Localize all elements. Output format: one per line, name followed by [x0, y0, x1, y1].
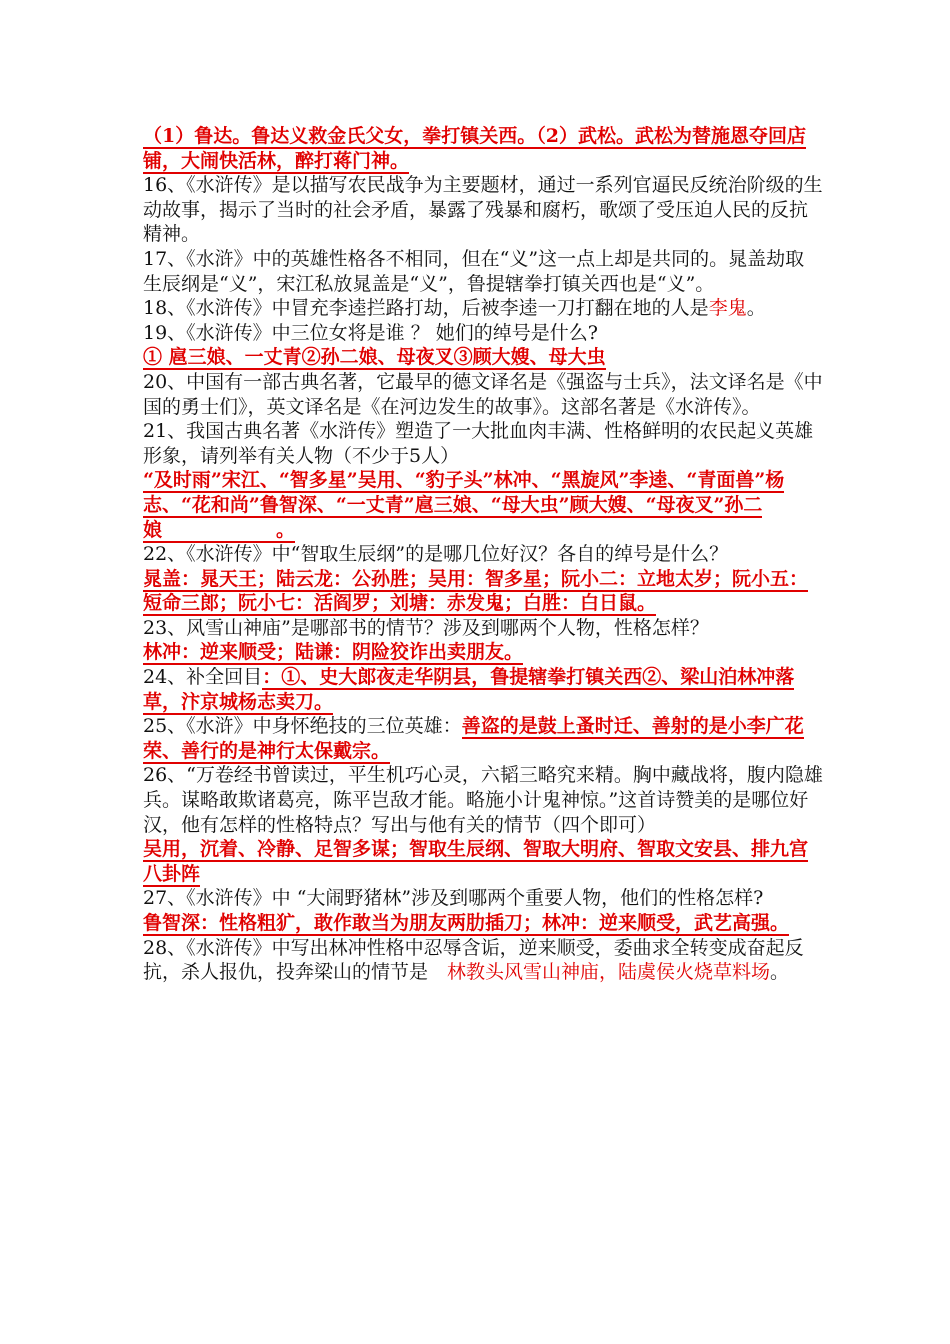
question-18 — [143, 296, 823, 321]
answer-text: 李鬼 — [708, 297, 747, 320]
question-text: 16、《水浒传》是以描写农民战争为主要题材，通过一系列官逼民反统治阶级的生动故事，揭示了当时的社会矛盾，暴露了残暴和腐朽，歌颂了受压迫人民的反抗精神。 — [143, 174, 823, 246]
answer-text: 吴用，沉着、冷静、足智多谋；智取生辰纲、智取大明府、智取文安县、排九宫八卦阵 — [143, 838, 809, 885]
question-text: 21、我国古典名著《水浒传》塑造了一大批血肉丰满、性格鲜明的农民起义英雄形象，请列举有关人物（不少于5人） — [143, 420, 814, 467]
question-21 — [143, 419, 823, 468]
question-27 — [143, 886, 823, 911]
question-28 — [143, 936, 823, 985]
answer-tail: 。 — [746, 297, 766, 320]
answer-text: 林冲：逆来顺受；陆谦：阴险狡诈出卖朋友。 — [143, 641, 524, 664]
answer-text: ① 扈三娘、一丈青②孙二娘、母夜叉③顾大嫂、母大虫 — [143, 346, 606, 369]
question-23 — [143, 616, 823, 641]
question-text: 25、《水浒》中身怀绝技的三位英雄： — [143, 715, 462, 738]
question-text: 20、中国有一部古典名著，它最早的德文译名是《强盗与士兵》，法文译名是《中国的勇士们》，英文译名是《在河边发生的故事》。这部名著是《水浒传》。 — [143, 370, 823, 418]
question-24 — [143, 665, 823, 714]
question-text: 28、《水浒传》中写出林冲性格中忍辱含诟，逆来顺受，委曲求全转变成奋起反抗，杀人报仇，投奔梁山的情节是 — [143, 936, 804, 984]
answer-27 — [143, 911, 823, 936]
answer-26 — [143, 837, 823, 886]
answer-text: ：①、史大郎夜走华阴县，鲁提辖拳打镇关西②、梁山泊林冲落草，汴京城杨志卖刀。 — [143, 666, 795, 713]
answer-text: 林教头风雪山神庙，陆虞侯火烧草料场 — [447, 961, 771, 984]
question-20 — [143, 370, 823, 419]
answer-tail: 。 — [770, 961, 790, 984]
question-text: 18、《水浒传》中冒充李逵拦路打劫，后被李逵一刀打翻在地的人是 — [143, 297, 709, 320]
question-16 — [143, 173, 823, 247]
answer-text: 晁盖：晁天王；陆云龙：公孙胜；吴用：智多星；阮小二：立地太岁；阮小五：短命三郎；阮小七：活阎罗；刘塘：赤发鬼；白胜：白日鼠。 — [143, 567, 809, 615]
question-text: 27、《水浒传》中 “大闹野猪林”涉及到哪两个重要人物，他们的性格怎样? — [143, 887, 764, 910]
question-text: 19、《水浒传》中三位女将是谁 ？ 她们的绰号是什么? — [143, 321, 598, 344]
answer-text: “及时雨”宋江、“智多星”吴用、“豹子头”林冲、“黑旋风”李逵、“青面兽”杨志、“花和尚”鲁智深、“一丈青”扈三娘、“母大虫”顾大嫂、“母夜叉”孙二娘 。 — [143, 469, 785, 541]
answer-text: 鲁智深：性格粗犷，敢作敢当为朋友两肋插刀；林冲：逆来顺受，武艺高强。 — [143, 912, 790, 934]
answer-21 — [143, 468, 823, 542]
answer-text: （1）鲁达。鲁达义救金氏父女，拳打镇关西。（2）武松。武松为替施恩夺回店铺，大闹快活林，醉打蒋门神。 — [143, 125, 806, 172]
question-22 — [143, 542, 823, 567]
question-text: 17、《水浒》中的英雄性格各不相同，但在“义”这一点上却是共同的。晁盖劫取生辰纲是“义”，宋江私放晁盖是“义”，鲁提辖拳打镇关西也是“义”。 — [143, 247, 805, 295]
answer-23 — [143, 640, 823, 665]
answer-15 — [143, 124, 823, 173]
answer-text: 善盗的是鼓上蚤时迁、善射的是小李广花荣、善行的是神行太保戴宗。 — [143, 715, 804, 762]
answer-22 — [143, 567, 823, 616]
question-text: 24、补全回目 — [143, 666, 263, 689]
question-17 — [143, 247, 823, 296]
question-26 — [143, 763, 823, 837]
question-25 — [143, 714, 823, 763]
question-text: 23、风雪山神庙”是哪部书的情节？涉及到哪两个人物，性格怎样？ — [143, 616, 709, 639]
answer-19 — [143, 345, 823, 370]
question-text: 26、“万卷经书曾读过，平生机巧心灵，六韬三略究来精。胸中藏战将，腹内隐雄兵。谋略敢欺诸葛亮，陈平岂敌才能。略施小计鬼神惊。”这首诗赞美的是哪位好汉，他有怎样的性格特点？写出与他有关的情节（四个即可） — [143, 764, 823, 836]
question-text: 22、《水浒传》中“智取生辰纲”的是哪几位好汉？各自的绰号是什么？ — [143, 543, 729, 566]
question-19 — [143, 321, 823, 346]
document-page — [143, 124, 823, 985]
